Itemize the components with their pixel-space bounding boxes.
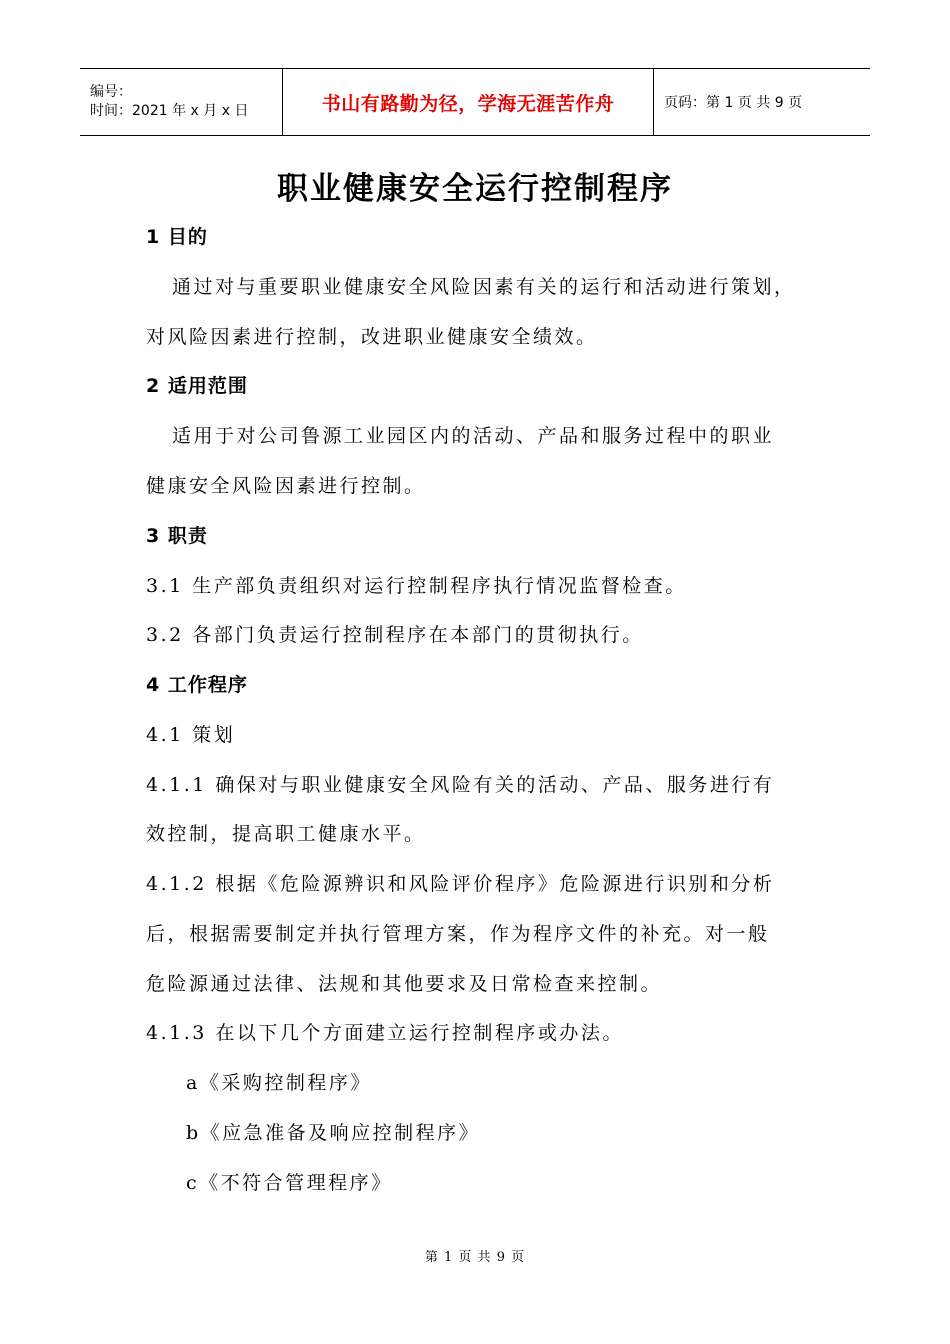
clause-3-1: 3.1 生产部负责组织对运行控制程序执行情况监督检查。 [146,575,687,597]
page-footer: 第 1 页 共 9 页 [424,1250,526,1265]
document-number-label: 编号： [90,84,132,100]
section-heading-procedure: 4 工作程序 [146,674,248,696]
document-time: 时间：2021 年 x 月 x 日 [90,103,249,119]
section-heading-purpose: 1 目的 [146,226,208,248]
clause-4-1-2: 4.1.2 根据《危险源辨识和风险评价程序》危险源进行识别和分析 [146,873,775,895]
paragraph-line: 健康安全风险因素进行控制。 [146,475,426,497]
header-page-cell [654,69,870,135]
paragraph-line: 后，根据需要制定并执行管理方案，作为程序文件的补充。对一般 [146,923,770,945]
clause-4-1-3: 4.1.3 在以下几个方面建立运行控制程序或办法。 [146,1022,624,1044]
document-title: 职业健康安全运行控制程序 [277,171,673,207]
clause-4-1-1: 4.1.1 确保对与职业健康安全风险有关的活动、产品、服务进行有 [146,774,775,796]
list-item: a《采购控制程序》 [186,1072,372,1094]
section-heading-responsibilities: 3 职责 [146,525,208,547]
header-meta [80,69,282,135]
page-code: 页码：第 1 页 共 9 页 [664,95,803,111]
paragraph-line: 危险源通过法律、法规和其他要求及日常检查来控制。 [146,973,663,995]
paragraph-line: 通过对与重要职业健康安全风险因素有关的运行和活动进行策划， [172,276,796,298]
motto: 书山有路勤为径，学海无涯苦作舟 [321,92,615,115]
paragraph-line: 效控制，提高职工健康水平。 [146,823,426,845]
paragraph-line: 适用于对公司鲁源工业园区内的活动、产品和服务过程中的职业 [172,425,775,447]
list-item: b《应急准备及响应控制程序》 [186,1122,481,1144]
clause-3-2: 3.2 各部门负责运行控制程序在本部门的贯彻执行。 [146,624,644,646]
list-item: c《不符合管理程序》 [186,1172,393,1194]
section-heading-scope: 2 适用范围 [146,375,248,397]
header-table [80,68,870,136]
header-motto-cell [282,69,654,135]
paragraph-line: 对风险因素进行控制，改进职业健康安全绩效。 [146,326,598,348]
clause-4-1: 4.1 策划 [146,724,236,746]
